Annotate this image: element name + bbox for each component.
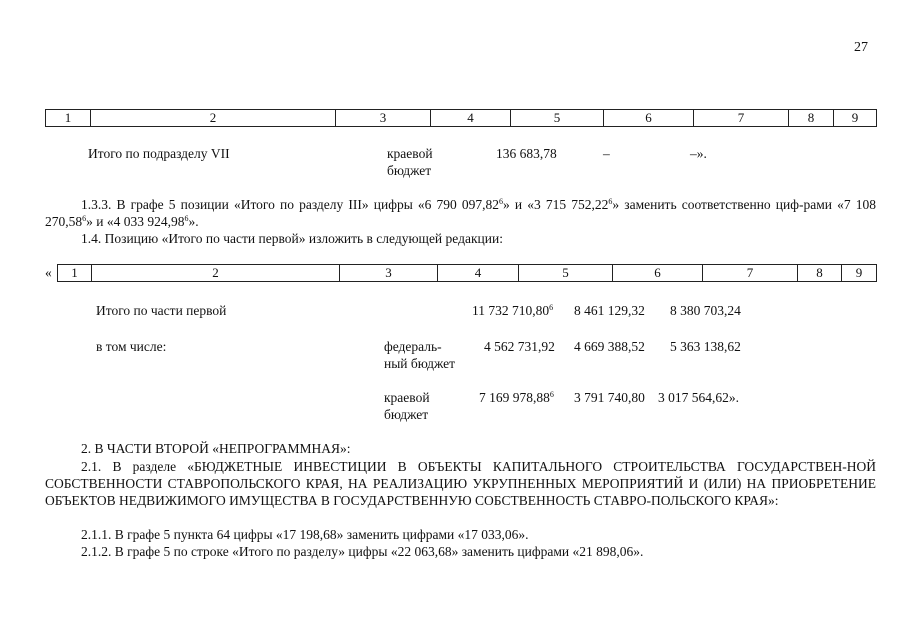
table2-col-2: 2 — [92, 265, 340, 282]
table2-row-1-col6: 8 461 129,32 — [574, 303, 645, 318]
table1-row-label: Итого по подразделу VII — [88, 146, 230, 161]
paragraph-2-1-1: 2.1.1. В графе 5 пункта 64 цифры «17 198,68» заменить цифрами «17 033,06». — [81, 527, 529, 542]
paragraph-2-1-2: 2.1.2. В графе 5 по строке «Итого по разделу» цифры «22 063,68» заменить цифрами «21 898,06». — [81, 544, 644, 559]
table2-col-5: 5 — [519, 265, 613, 282]
table1-col-6: 6 — [604, 110, 694, 127]
table2-col-1: 1 — [58, 265, 92, 282]
paragraph-2-1: 2.1. В разделе «БЮДЖЕТНЫЕ ИНВЕСТИЦИИ В ОБЪЕКТЫ КАПИТАЛЬНОГО СТРОИТЕЛЬСТВА ГОСУДАРСТВЕН-НОЙ СОБСТВЕННОСТИ СТАВРОПОЛЬСКОГО КРАЯ, НА РЕАЛИЗАЦИЮ УКРУПНЕННЫХ МЕРОПРИЯТИЙ И (ИЛИ) НА ПРИОБРЕТЕНИЕ ОБЪЕКТОВ НЕДВИЖИМОГО ИМУЩЕСТВА В ГОСУДАРСТВЕННУЮ СОБСТВЕННОСТЬ СТАВРО-ПОЛЬСКОГО КРАЯ»: — [45, 459, 876, 508]
table1-row-source-1: краевой — [387, 146, 433, 161]
table2-row-1-col7: 8 380 703,24 — [670, 303, 741, 318]
table2-row-2-source-2: ный бюджет — [384, 356, 456, 371]
table2-row-2-col6: 4 669 388,52 — [574, 339, 645, 354]
table2-col-9: 9 — [842, 265, 877, 282]
table1-col-7: 7 — [694, 110, 789, 127]
table1-col-9: 9 — [834, 110, 877, 127]
table2-col-7: 7 — [703, 265, 798, 282]
table2-col-3: 3 — [340, 265, 438, 282]
table1-header — [45, 109, 877, 127]
table1-col-5: 5 — [511, 110, 604, 127]
paragraph-1-4: 1.4. Позицию «Итого по части первой» изложить в следующей редакции: — [81, 231, 503, 246]
table2-row-2-col7: 5 363 138,62 — [670, 339, 741, 354]
table2-col-4: 4 — [438, 265, 519, 282]
table2-row-3-col7: 3 017 564,62». — [658, 390, 739, 405]
table1-col-1: 1 — [46, 110, 91, 127]
table1-col-8: 8 — [789, 110, 834, 127]
table2-col-8: 8 — [798, 265, 842, 282]
table2-row-2-label: в том числе: — [96, 339, 167, 354]
table2-col-6: 6 — [613, 265, 703, 282]
table1-row-col7: –». — [690, 146, 707, 161]
table1-row-source-2: бюджет — [387, 163, 432, 178]
table2-row-1-label: Итого по части первой — [96, 303, 227, 318]
table2-row-3-col6: 3 791 740,80 — [574, 390, 645, 405]
table1-row-col5: 136 683,78 — [496, 146, 557, 161]
table2-row-2-col5: 4 562 731,92 — [484, 339, 555, 354]
table2-header — [57, 264, 877, 282]
table1-col-4: 4 — [431, 110, 511, 127]
table2-row-1-col5: 11 732 710,80$^6$ — [472, 303, 554, 318]
table1-col-3: 3 — [336, 110, 431, 127]
table1-col-2: 2 — [91, 110, 336, 127]
table2-row-2-source-1: федераль- — [384, 339, 442, 354]
table2-row-3-source-1: краевой — [384, 390, 430, 405]
table2-row-3-source-2: бюджет — [384, 407, 429, 422]
table2-row-3-col5: 7 169 978,88$^6$ — [479, 390, 554, 405]
page-number: 27 — [854, 40, 868, 55]
table1-row-col6: – — [603, 146, 610, 161]
table2-open-quote: « — [45, 265, 52, 280]
paragraph-1-3-3: 1.3.3. В графе 5 позиции «Итого по разделу III» цифры «6 790 097,82$^6$» и «3 715 752,22$^6$» заменить соответственно циф-рами «7 108 270,58$^6$» и «4 033 924,98$^6$». — [45, 197, 876, 229]
part2-heading: 2. В ЧАСТИ ВТОРОЙ «НЕПРОГРАММНАЯ»: — [81, 441, 351, 456]
